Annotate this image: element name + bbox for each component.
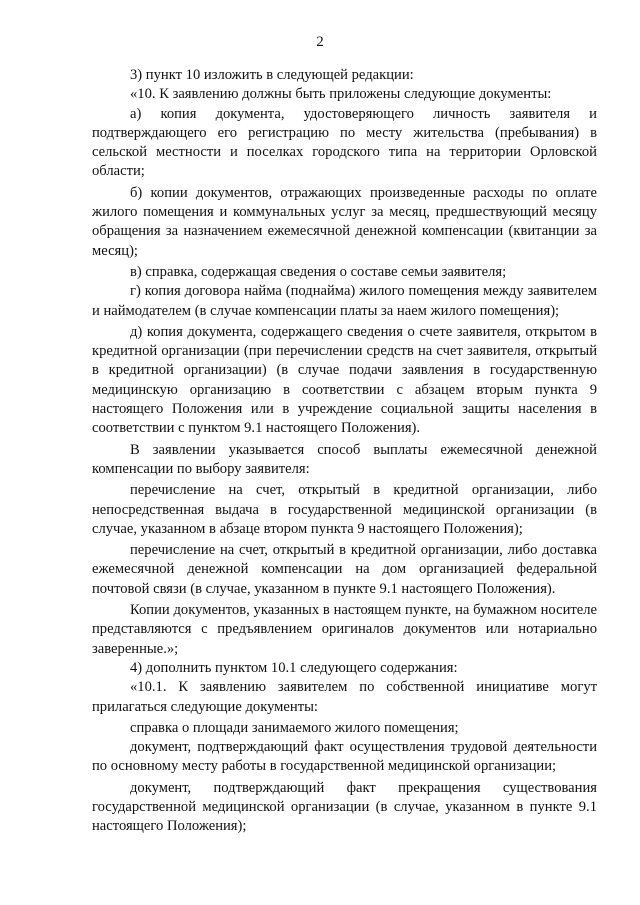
paragraph-optional-doc-3: документ, подтверждающий факт прекращения существования государственной медицинской организации (в случае, указанном в пункте 9.1 настоящего Положения); bbox=[92, 779, 597, 835]
paragraph-subitem-d: д) копия документа, содержащего сведения о счете заявителя, открытом в кредитной организации (при перечислении средств на счет заявителя, открытый в кредитной организации) (в случае подачи заявления в государственную медицинскую организацию в соответствии с абзацем вторым пункта 9 настоящего Положения или в учреждение социальной защиты населения в соответствии с пунктом 9.1 настоящего Положения). bbox=[92, 323, 597, 437]
paragraph-clause-10-1-intro: «10.1. К заявлению заявителем по собственной инициативе могут прилагаться следующие документы: bbox=[92, 679, 597, 715]
paragraph-subitem-g: г) копия договора найма (поднайма) жилого помещения между заявителем и наймодателем (в случае компенсации платы за наем жилого помещения); bbox=[92, 283, 597, 319]
paragraph-item-3: 3) пункт 10 изложить в следующей редакции: bbox=[130, 67, 414, 83]
paragraph-payment-method: В заявлении указывается способ выплаты ежемесячной денежной компенсации по выбору заявителя: bbox=[92, 441, 597, 477]
paragraph-optional-doc-1: справка о площади занимаемого жилого помещения; bbox=[130, 719, 459, 736]
page-number: 2 bbox=[316, 34, 324, 50]
paragraph-payment-option-2: перечисление на счет, открытый в кредитной организации, либо доставка ежемесячной денежной компенсации на дом организацией федеральной почтовой связи (в случае, указанном в пункте 9.1 настоящего Положения). bbox=[92, 542, 597, 597]
paragraph-subitem-a: а) копия документа, удостоверяющего личность заявителя и подтверждающего его регистрацию по месту жительства (пребывания) в сельской местности и поселках городского типа на территории Орловской области; bbox=[92, 105, 597, 180]
paragraph-copies-note: Копии документов, указанных в настоящем пункте, на бумажном носителе представляются с предъявлением оригиналов документов или нотариально заверенные.»; bbox=[92, 602, 597, 657]
document-body bbox=[92, 66, 597, 837]
paragraph-clause-10-intro: «10. К заявлению должны быть приложены следующие документы: bbox=[130, 86, 552, 103]
paragraph-subitem-b: б) копии документов, отражающих произведенные расходы по оплате жилого помещения и коммунальных услуг за месяц, предшествующий месяцу обращения за назначением ежемесячной денежной компенсации (квитанции за месяц); bbox=[92, 184, 597, 259]
paragraph-optional-doc-2: документ, подтверждающий факт осуществления трудовой деятельности по основному месту работы в государственной медицинской организации; bbox=[92, 739, 597, 775]
paragraph-payment-option-1: перечисление на счет, открытый в кредитной организации, либо непосредственная выдача в государственной медицинской организации (в случае, указанном в абзаце втором пункта 9 настоящего Положения); bbox=[92, 482, 597, 537]
paragraph-item-4: 4) дополнить пунктом 10.1 следующего содержания: bbox=[130, 659, 458, 676]
paragraph-subitem-v: в) справка, содержащая сведения о составе семьи заявителя; bbox=[130, 263, 507, 280]
